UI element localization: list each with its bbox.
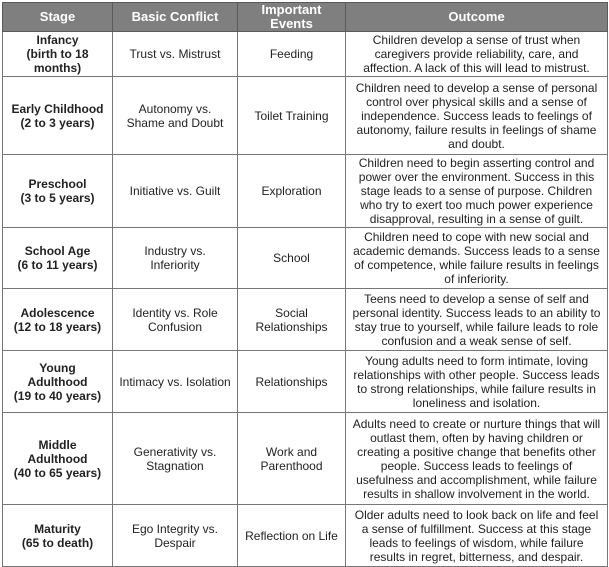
stage-age: (birth to 18 months) xyxy=(26,47,89,75)
conflict-cell: Generativity vs. Stagnation xyxy=(113,413,238,505)
stage-age: (40 to 65 years) xyxy=(13,465,102,480)
events-cell: Reflection on Life xyxy=(238,505,346,567)
stage-name: Adolescence xyxy=(20,305,95,320)
conflict-cell: Identity vs. Role Confusion xyxy=(113,289,238,351)
stage-age: (65 to death) xyxy=(21,535,94,550)
stage-name: Middle Adulthood xyxy=(27,437,88,466)
outcome-cell: Children need to begin asserting control and power over the environment. Success in this stage leads to a sense of purpose. Children who try to exert too much power experience disapproval, resulting in a sense of guilt. xyxy=(346,155,608,228)
stage-name: Maturity xyxy=(34,521,81,536)
table-header xyxy=(3,3,608,32)
stage-name: Early Childhood xyxy=(11,101,104,116)
conflict-cell: Intimacy vs. Isolation xyxy=(113,351,238,413)
stage-cell xyxy=(3,77,113,155)
outcome-cell: Older adults need to look back on life and feel a sense of fulfillment. Success at this stage leads to feelings of wisdom, while failure results in regret, bitterness, and despair. xyxy=(346,505,608,567)
stage-cell xyxy=(3,228,113,289)
header-basic-conflict: Basic Conflict xyxy=(113,3,238,32)
events-cell: School xyxy=(238,228,346,289)
outcome-cell: Teens need to develop a sense of self and personal identity. Success leads to an ability to stay true to yourself, while failure leads to role confusion and a weak sense of self. xyxy=(346,289,608,351)
outcome-cell: Children need to develop a sense of personal control over physical skills and a sense of independence. Success leads to feelings of autonomy, failure results in feelings of shame and doubt. xyxy=(346,77,608,155)
stage-age: (3 to 5 years) xyxy=(20,191,95,205)
table-row xyxy=(3,228,608,289)
events-cell: Work and Parenthood xyxy=(238,413,346,505)
header-stage: Stage xyxy=(3,3,113,32)
table-row xyxy=(3,289,608,351)
stage-age: (19 to 40 years) xyxy=(13,388,102,403)
events-cell: Relationships xyxy=(238,351,346,413)
outcome-cell: Children develop a sense of trust when caregivers provide reliability, care, and affection. A lack of this will lead to mistrust. xyxy=(346,32,608,77)
events-cell: Toilet Training xyxy=(238,77,346,155)
table-row xyxy=(3,155,608,228)
conflict-cell: Industry vs. Inferiority xyxy=(113,228,238,289)
table-row xyxy=(3,413,608,505)
table-row xyxy=(3,32,608,77)
stage-cell xyxy=(3,155,113,228)
outcome-cell: Children need to cope with new social and academic demands. Success leads to a sense of competence, while failure results in feelings of inferiority. xyxy=(346,228,608,289)
table-row xyxy=(3,351,608,413)
stage-cell xyxy=(3,289,113,351)
header-row xyxy=(3,3,608,32)
stage-name: School Age xyxy=(24,244,91,258)
stage-name: Young Adulthood xyxy=(27,360,88,389)
stage-name: Preschool xyxy=(28,177,87,191)
conflict-cell: Autonomy vs. Shame and Doubt xyxy=(113,77,238,155)
header-outcome: Outcome xyxy=(346,3,608,32)
header-important-events: Important Events xyxy=(238,3,346,32)
outcome-cell: Adults need to create or nurture things that will outlast them, often by having children or creating a positive change that benefits other people. Success leads to feelings of usefulness and accomplishment, while failure results in shallow involvement in the world. xyxy=(346,413,608,505)
table-body xyxy=(3,32,608,567)
events-cell: Social Relationships xyxy=(238,289,346,351)
stage-cell xyxy=(3,413,113,505)
conflict-cell: Ego Integrity vs. Despair xyxy=(113,505,238,567)
table-row xyxy=(3,505,608,567)
events-cell: Exploration xyxy=(238,155,346,228)
stage-age: (6 to 11 years) xyxy=(17,258,98,272)
stage-name: Infancy xyxy=(36,33,79,47)
table-row xyxy=(3,77,608,155)
conflict-cell: Initiative vs. Guilt xyxy=(113,155,238,228)
stage-cell xyxy=(3,351,113,413)
conflict-cell: Trust vs. Mistrust xyxy=(113,32,238,77)
outcome-cell: Young adults need to form intimate, loving relationships with other people. Success leads to strong relationships, while failure results in loneliness and isolation. xyxy=(346,351,608,413)
stage-age: (2 to 3 years) xyxy=(20,115,95,130)
erikson-stages-table xyxy=(2,2,608,567)
stage-cell xyxy=(3,32,113,77)
stage-cell xyxy=(3,505,113,567)
events-cell: Feeding xyxy=(238,32,346,77)
stage-age: (12 to 18 years) xyxy=(13,319,102,334)
